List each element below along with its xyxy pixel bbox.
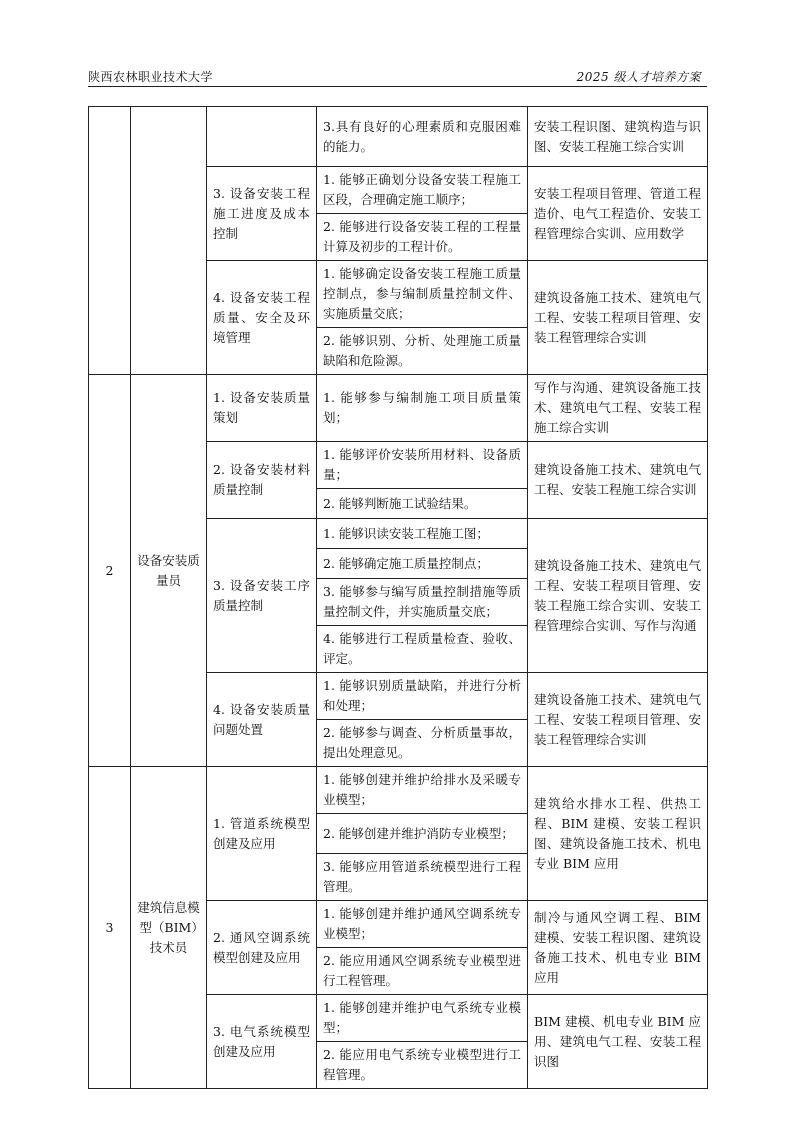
course-list: 建筑设备施工技术、建筑电气工程、安装工程项目管理、安装工程施工综合实训、安装工程管理综合实训、写作与沟通 [528,519,708,673]
skill-item: 3. 能够应用管道系统模型进行工程管理。 [317,854,528,901]
course-list: 建筑设备施工技术、建筑电气工程、安装工程施工综合实训 [528,442,708,519]
skill-item: 1. 能够识读安装工程施工图； [317,519,528,549]
row-number [89,107,131,375]
competency: 3. 设备安装工序质量控制 [207,519,317,673]
competency: 3. 设备安装工程施工进度及成本控制 [207,167,317,261]
skill-item: 1. 能够创建并维护电气系统专业模型； [317,995,528,1042]
skill-item: 1. 能够参与编制施工项目质量策划； [317,375,528,442]
course-list: 写作与沟通、建筑设备施工技术、建筑电气工程、安装工程施工综合实训 [528,375,708,442]
skill-item: 3. 能够参与编写质量控制措施等质量控制文件，并实施质量交底； [317,579,528,626]
course-list: 建筑给水排水工程、供热工程、BIM 建模、安装工程识图、建筑设备施工技术、机电专业 BIM 应用 [528,767,708,901]
course-list: BIM 建模、机电专业 BIM 应用、建筑电气工程、安装工程识图 [528,995,708,1089]
skill-item: 2. 能够创建并维护消防专业模型； [317,814,528,854]
competency: 4. 设备安装质量问题处置 [207,673,317,767]
skill-item: 2. 能够参与调查、分析质量事故，提出处理意见。 [317,720,528,767]
skill-item: 2. 能够判断施工试验结果。 [317,489,528,519]
table-row [89,375,708,442]
skill-item: 1. 能够正确划分设备安装工程施工区段，合理确定施工顺序； [317,167,528,214]
curriculum-table [88,106,708,1089]
school-name: 陕西农林职业技术大学 [88,70,214,84]
skill-item: 2. 能应用通风空调系统专业模型进行工程管理。 [317,948,528,995]
job-role: 建筑信息模型（BIM）技术员 [131,767,207,1089]
competency [207,107,317,167]
row-number: 3 [89,767,131,1089]
skill-item: 3.具有良好的心理素质和克服困难的能力。 [317,107,528,167]
skill-item: 2. 能够进行设备安装工程的工程量计算及初步的工程计价。 [317,214,528,261]
plan-title: 2025 级人才培养方案 [576,70,701,84]
job-role [131,107,207,375]
skill-item: 1. 能够确定设备安装工程施工质量控制点，参与编制质量控制文件、实施质量交底； [317,261,528,328]
skill-item: 2. 能应用电气系统专业模型进行工程管理。 [317,1042,528,1089]
table-row [89,107,708,167]
skill-item: 1. 能够识别质量缺陷，并进行分析和处理； [317,673,528,720]
page-header [88,66,707,86]
skill-item: 2. 能够确定施工质量控制点； [317,549,528,579]
course-list: 建筑设备施工技术、建筑电气工程、安装工程项目管理、安装工程管理综合实训 [528,673,708,767]
competency: 2. 设备安装材料质量控制 [207,442,317,519]
skill-item: 2. 能够识别、分析、处理施工质量缺陷和危险源。 [317,328,528,375]
course-list: 建筑设备施工技术、建筑电气工程、安装工程项目管理、安装工程管理综合实训 [528,261,708,375]
competency: 3. 电气系统模型创建及应用 [207,995,317,1089]
skill-item: 4. 能够进行工程质量检查、验收、评定。 [317,626,528,673]
competency: 1. 管道系统模型创建及应用 [207,767,317,901]
row-number: 2 [89,375,131,767]
competency: 2. 通风空调系统模型创建及应用 [207,901,317,995]
skill-item: 1. 能够评价安装所用材料、设备质量； [317,442,528,489]
competency: 1. 设备安装质量策划 [207,375,317,442]
skill-item: 1. 能够创建并维护给排水及采暖专业模型； [317,767,528,814]
course-list: 安装工程项目管理、管道工程造价、电气工程造价、安装工程管理综合实训、应用数学 [528,167,708,261]
header-divider [88,86,707,87]
competency: 4. 设备安装工程质量、安全及环境管理 [207,261,317,375]
skill-item: 1. 能够创建并维护通风空调系统专业模型； [317,901,528,948]
course-list: 安装工程识图、建筑构造与识图、安装工程施工综合实训 [528,107,708,167]
course-list: 制冷与通风空调工程、BIM 建模、安装工程识图、建筑设备施工技术、机电专业 BIM 应用 [528,901,708,995]
table-row [89,767,708,814]
job-role: 设备安装质量员 [131,375,207,767]
